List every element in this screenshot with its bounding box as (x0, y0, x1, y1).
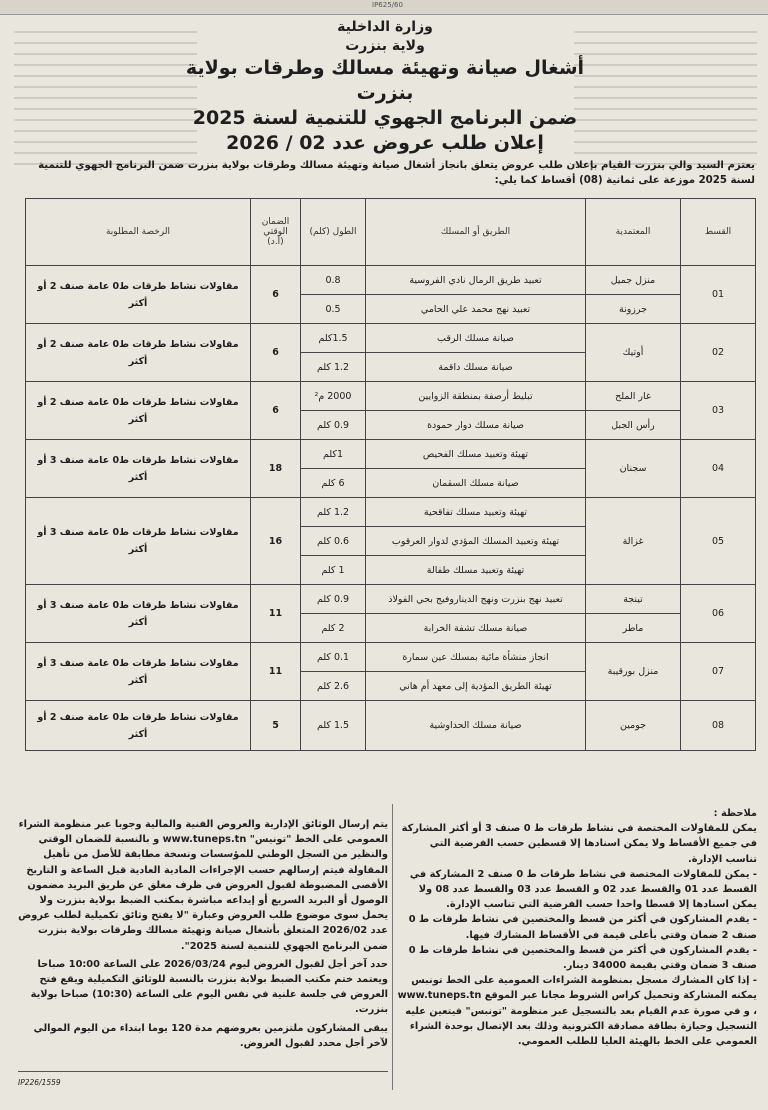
license-cell: مقاولات نشاط طرقات ط0 عامة صنف 3 أو أكثر (26, 643, 251, 701)
note-item: - إذا كان المشارك مسجل بمنظومة الشراءات العمومية على الخط تونبس يمكنه المشاركة وتحميل كراس الشروط مجانا عبر الموقع www.tuneps.tn ، و في صورة عدم القيام بعد بالتسجيل عبر منظومة "تونبس" فيتعين عليه التسجيل وحيازة بطاقة مصادقة الكترونية وذلك بعد الإتصال بوحدة الشراء العمومي على الخط بالهيئة العليا للطلب العمومي. (397, 975, 757, 1048)
road-cell: صيانة مسلك تشفة الخرابة (366, 614, 586, 643)
table-row (26, 382, 756, 411)
note-item: يمكن للمقاولات المختصة في نشاط طرقات ط 0 صنف 3 أو أكثر المشاركة في جميع الأقساط ولا يمكن اسنادها إلا قسطين حسب الفرضية التي تناسب الإدارة. (401, 823, 757, 865)
announcement-header (180, 18, 590, 156)
road-cell: تعبيد نهج محمد علي الحامي (366, 295, 586, 324)
license-cell: مقاولات نشاط طرقات ط0 عامة صنف 2 أو أكثر (26, 266, 251, 324)
title-line-3: إعلان طلب عروض عدد 02 / 2026 (226, 132, 544, 154)
note-item: - يقدم المشاركون في أكثر من قسط والمختصين في نشاط طرقات ط 0 صنف 3 ضمان وقتي بقيمة 34000 دينار. (408, 944, 757, 972)
lot-number: 02 (681, 324, 756, 382)
delegation-cell: جومين (586, 701, 681, 751)
length-cell: 0.5 (301, 295, 366, 324)
table-row (26, 324, 756, 353)
length-cell: 1.2 كلم (301, 353, 366, 382)
length-cell: 0.9 كلم (301, 585, 366, 614)
length-cell: 0.6 كلم (301, 527, 366, 556)
road-cell: صيانة مسلك السقمان (366, 469, 586, 498)
table-row (26, 498, 756, 527)
lot-number: 01 (681, 266, 756, 324)
guarantee-cell: 6 (251, 324, 301, 382)
delegation-cell: رأس الجبل (586, 411, 681, 440)
license-cell: مقاولات نشاط طرقات ط0 عامة صنف 2 أو أكثر (26, 324, 251, 382)
road-cell: تعبيد نهج بنزرت ونهج الديناروفيج بحي الفولاذ (366, 585, 586, 614)
delegation-cell: منزل جميل (586, 266, 681, 295)
note-item: - يقدم المشاركون في أكثر من قسط والمختصين في نشاط طرقات ط 0 صنف 2 ضمان وقتي بأعلى قيمة في الأقساط المشارك فيها. (408, 914, 757, 941)
road-cell: صيانة مسلك الحداوشية (366, 701, 586, 751)
header-delegation: المعتمدية (586, 199, 681, 266)
road-cell: تعبيد طريق الرمال نادي الفروسية (366, 266, 586, 295)
road-cell: تهيئة وتعبيد المسلك المؤدي لدوار العرقوب (366, 527, 586, 556)
road-cell: صيانة مسلك داقمة (366, 353, 586, 382)
license-cell: مقاولات نشاط طرقات ط0 عامة صنف 3 أو أكثر (26, 440, 251, 498)
road-cell: انجاز منشأة مائية بمسلك عين سمارة (366, 643, 586, 672)
table-row (26, 266, 756, 295)
top-strip (0, 0, 768, 15)
table-row (26, 643, 756, 672)
length-cell: 6 كلم (301, 469, 366, 498)
road-cell: تهيئة الطريق المؤدية إلى معهد أم هاني (366, 672, 586, 701)
table-row (26, 585, 756, 614)
length-cell: 2000 م² (301, 382, 366, 411)
delegation-cell: منزل بورقيبة (586, 643, 681, 701)
length-cell: 1 كلم (301, 556, 366, 585)
lot-number: 08 (681, 701, 756, 751)
length-cell: 0.1 كلم (301, 643, 366, 672)
delegation-cell: أوتيك (586, 324, 681, 382)
delegation-cell: سجنان (586, 440, 681, 498)
ministry-name: وزارة الداخلية (337, 19, 433, 35)
title-line-2: ضمن البرنامج الجهوي للتنمية لسنة 2025 (192, 107, 578, 129)
length-cell: 1.5كلم (301, 324, 366, 353)
header-lot: القسط (681, 199, 756, 266)
delegation-cell: تينجة (586, 585, 681, 614)
notes-title: ملاحظة : (713, 808, 757, 819)
road-cell: صيانة مسلك دوار حمودة (366, 411, 586, 440)
delegation-cell: غزالة (586, 498, 681, 585)
ad-reference: IP226/1559 (18, 1078, 61, 1087)
note-item: - يمكن للمقاولات المختصة في نشاط طرقات ط 0 صنف 2 المشاركة في القسط عدد 01 والقسط عدد 02 و القسط عدد 03 والقسط عدد 08 ولا يمكن اسنادها إلا قسطا واحدا حسب الفرضية التي تناسب الإدارة. (409, 868, 757, 911)
intro-paragraph: يعتزم السيد والي بنزرت القيام بإعلان طلب عروض يتعلق بانجاز أشغال صيانة وتهيئة مسالك وطرقات بولاية بنزرت ضمن البرنامج الجهوي للتنمية لسنة 2025 موزعة على ثمانية (08) أقساط كما يلي: (38, 160, 755, 186)
length-cell: 2.6 كلم (301, 672, 366, 701)
governorate-name: ولاية بنزرت (345, 38, 425, 54)
guarantee-cell: 5 (251, 701, 301, 751)
length-cell: 2 كلم (301, 614, 366, 643)
footer-rule (18, 1071, 388, 1072)
lot-number: 04 (681, 440, 756, 498)
road-cell: تهيئة وتعبيد مسلك تفاقحية (366, 498, 586, 527)
header-guarantee: الضمان الوقتي (أ.د) (251, 199, 301, 266)
length-cell: 1كلم (301, 440, 366, 469)
lot-number: 07 (681, 643, 756, 701)
length-cell: 0.9 كلم (301, 411, 366, 440)
license-cell: مقاولات نشاط طرقات ط0 عامة صنف 2 أو أكثر (26, 382, 251, 440)
table-row (26, 701, 756, 751)
header-license: الرخصة المطلوبة (26, 199, 251, 266)
lot-number: 03 (681, 382, 756, 440)
road-cell: تهيئة وتعبيد مسلك طفالة (366, 556, 586, 585)
length-cell: 0.8 (301, 266, 366, 295)
header-road: الطريق أو المسلك (366, 199, 586, 266)
license-cell: مقاولات نشاط طرقات ط0 عامة صنف 2 أو أكثر (26, 701, 251, 751)
road-cell: صيانة مسلك الرقب (366, 324, 586, 353)
title-line-1: أشغال صيانة وتهيئة مسالك وطرقات بولاية بنزرت (185, 57, 585, 104)
guarantee-cell: 6 (251, 382, 301, 440)
lot-number: 06 (681, 585, 756, 643)
guarantee-cell: 18 (251, 440, 301, 498)
length-cell: 1.2 كلم (301, 498, 366, 527)
road-cell: تبليط أرصفة بمنطقة الزوايين (366, 382, 586, 411)
lot-number: 05 (681, 498, 756, 585)
guarantee-cell: 6 (251, 266, 301, 324)
delegation-cell: جرزونة (586, 295, 681, 324)
bleed-through-text-left (0, 22, 205, 172)
guarantee-cell: 16 (251, 498, 301, 585)
guarantee-cell: 11 (251, 643, 301, 701)
column-divider (392, 804, 393, 1090)
deadline-paragraph: حدد آخر أجل لقبول العروض ليوم 2026/03/24 على الساعة 10:00 صباحا ويعتمد ختم مكتب الضبط بولاية بنزرت بالنسبة للوثائق التكميلية ويقع فتح العروض في جلسة علنية في نفس اليوم على الساعة (10:30) صباحا بولاية بنزرت. (30, 958, 388, 1016)
validity-paragraph: يبقى المشاركون ملتزمين بعروضهم مدة 120 يوما ابتداء من اليوم الموالي لآخر أجل محدد لقبول العروض. (33, 1022, 388, 1049)
delegation-cell: غار الملح (586, 382, 681, 411)
table-row (26, 440, 756, 469)
submission-paragraph: يتم إرسال الوثائق الإدارية والعروض الفنية والمالية وجوبا عبر منظومة الشراء العمومي على الخط "تونيس" www.tuneps.tn و بالنسبة للضمان الوقتي والنظير من السجل الوطني للمؤسسات ونسخة مطابقة للأصل من تأهيل المقاولة فيتم إرسالهم حسب الإجراءات المادية العادية قبل الساعة و التاريخ الأقصى المضبوطة لقبول العروض في ظرف مغلق عن طريق البريد مضمون الوصول أو البريد السريع أو إيداعه مباشرة بمكتب الضبط بولاية بنزرت ولا يحمل سوى موضوع طلب العروض وعبارة "لا يفتح وثائق تكميلية لطلب عروض عدد 2026/02 المتعلق بأشغال صيانة وتهيئة مسالك وطرقات بولاية بنزرت ضمن البرنامج الجهوي للتنمية لسنة 2025". (18, 819, 388, 952)
top-reference: IP625/60 (372, 1, 403, 9)
road-cell: تهيئة وتعبيد مسلك الفحيص (366, 440, 586, 469)
notes-section (395, 806, 757, 1049)
submission-section (18, 817, 388, 1054)
table-header-row (26, 199, 756, 266)
delegation-cell: ماطر (586, 614, 681, 643)
license-cell: مقاولات نشاط طرقات ط0 عامة صنف 3 أو أكثر (26, 585, 251, 643)
license-cell: مقاولات نشاط طرقات ط0 عامة صنف 3 أو أكثر (26, 498, 251, 585)
header-length: الطول (كلم) (301, 199, 366, 266)
bleed-through-text-right (560, 22, 765, 172)
length-cell: 1.5 كلم (301, 701, 366, 751)
guarantee-cell: 11 (251, 585, 301, 643)
lots-table (25, 198, 756, 751)
